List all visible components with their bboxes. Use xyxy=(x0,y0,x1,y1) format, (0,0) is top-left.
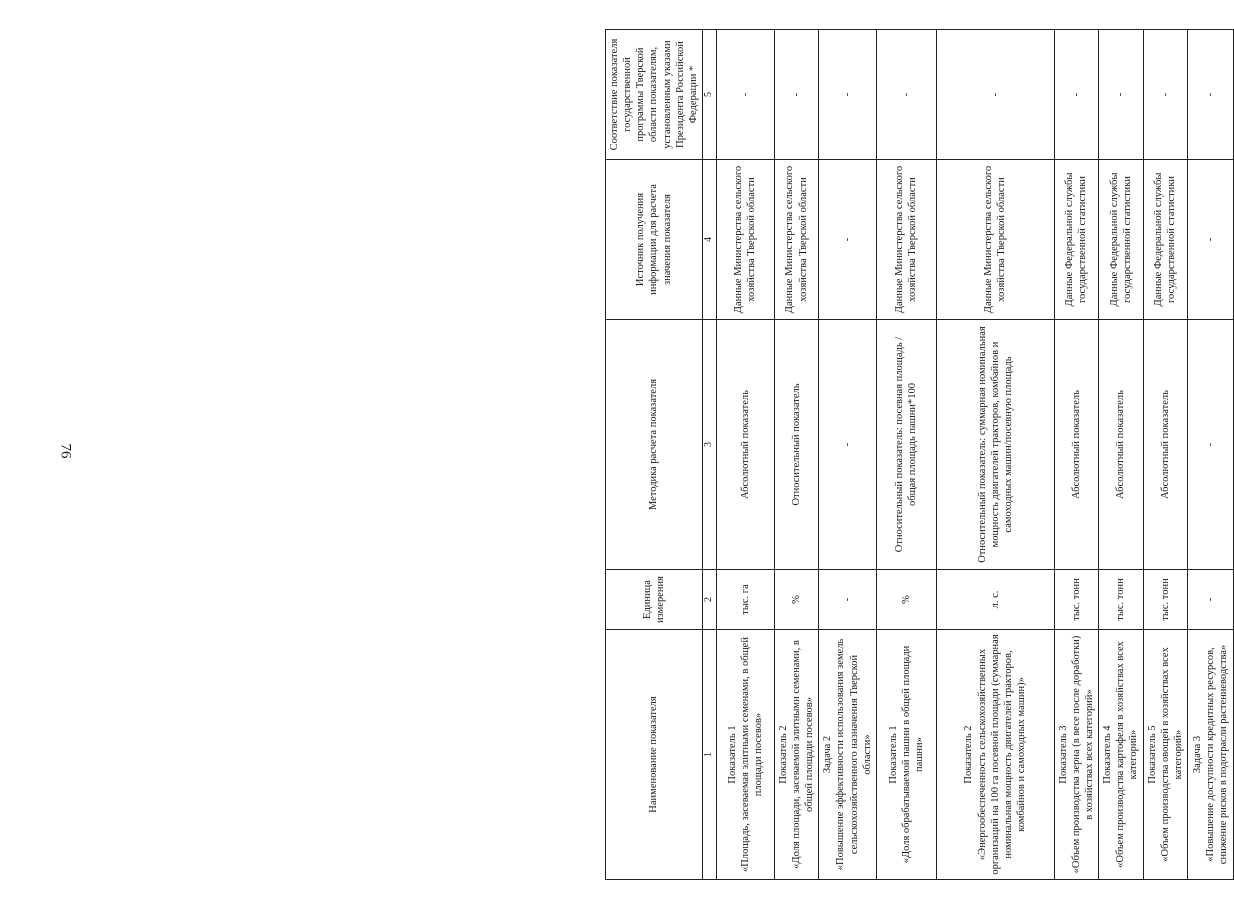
table-row xyxy=(1054,30,1098,880)
match-cell: - xyxy=(1054,30,1098,160)
table-row xyxy=(876,30,936,880)
column-number: 1 xyxy=(702,630,716,880)
unit-cell: тыс. тонн xyxy=(1054,570,1098,630)
indicator-label: Показатель 2 xyxy=(777,725,789,784)
source-cell: - xyxy=(819,160,877,320)
indicator-name-cell xyxy=(1143,630,1187,880)
column-number-row xyxy=(702,30,716,880)
indicator-name: «Доля площади, засеваемой элитными семенами, в общей площади посевов» xyxy=(791,640,816,869)
source-cell: Данные Федеральной службы государственной статистики xyxy=(1143,160,1187,320)
task-label: Задача 2 xyxy=(822,735,834,774)
source-cell: Данные Министерства сельского хозяйства Тверской области xyxy=(774,160,818,320)
unit-cell: - xyxy=(819,570,877,630)
unit-cell: тыс. тонн xyxy=(1143,570,1187,630)
task-label: Задача 3 xyxy=(1191,735,1203,774)
method-cell: Относительный показатель: посевная площадь / общая площадь пашни*100 xyxy=(876,320,936,570)
method-cell: - xyxy=(819,320,877,570)
unit-cell: л. с. xyxy=(936,570,1054,630)
indicator-name-cell xyxy=(1054,630,1098,880)
task-name: «Повышение доступности кредитных ресурсов, снижение рисков в подотрасли растениеводства» xyxy=(1204,644,1229,865)
indicator-label: Показатель 5 xyxy=(1146,725,1158,784)
indicator-name-cell xyxy=(774,630,818,880)
header-method: Методика расчета показателя xyxy=(606,320,703,570)
source-cell: Данные Министерства сельского хозяйства Тверской области xyxy=(716,160,774,320)
source-cell: Данные Министерства сельского хозяйства Тверской области xyxy=(876,160,936,320)
indicator-label: Показатель 1 xyxy=(887,725,899,784)
indicator-label: Показатель 3 xyxy=(1057,725,1069,784)
table-row xyxy=(1187,30,1233,880)
table-row xyxy=(1143,30,1187,880)
method-cell: Абсолютный показатель xyxy=(1143,320,1187,570)
indicator-name: «Объем производства зерна (в весе после доработки) в хозяйствах всех категорий» xyxy=(1070,635,1095,874)
method-cell: Относительный показатель: суммарная номинальная мощность двигателей тракторов, комбайнов и самоходных машин/посевную площадь xyxy=(936,320,1054,570)
method-cell: Абсолютный показатель xyxy=(716,320,774,570)
table-row xyxy=(819,30,877,880)
match-cell: - xyxy=(1143,30,1187,160)
match-cell: - xyxy=(716,30,774,160)
table-row xyxy=(716,30,774,880)
source-cell: Данные Министерства сельского хозяйства Тверской области xyxy=(936,160,1054,320)
table-row xyxy=(774,30,818,880)
page-number: 76 xyxy=(57,443,74,459)
table-row xyxy=(936,30,1054,880)
task-name-cell xyxy=(819,630,877,880)
indicator-name: «Площадь, засеваемая элитными семенами, в общей площади посевов» xyxy=(739,637,764,872)
indicator-name-cell xyxy=(1099,630,1143,880)
column-number: 2 xyxy=(702,570,716,630)
method-cell: Абсолютный показатель xyxy=(1054,320,1098,570)
table-row xyxy=(1099,30,1143,880)
indicator-name: «Объем производства овощей в хозяйствах всех категорий» xyxy=(1159,647,1184,862)
task-name-cell xyxy=(1187,630,1233,880)
match-cell: - xyxy=(1099,30,1143,160)
unit-cell: тыс. тонн xyxy=(1099,570,1143,630)
match-cell: - xyxy=(774,30,818,160)
column-number: 5 xyxy=(702,30,716,160)
header-unit: Единица измерения xyxy=(606,570,703,630)
indicators-table xyxy=(605,29,1234,880)
source-cell: Данные Федеральной службы государственной статистики xyxy=(1099,160,1143,320)
indicator-name: «Объем производства картофеля в хозяйствах всех категорий» xyxy=(1115,641,1140,868)
unit-cell: - xyxy=(1187,570,1233,630)
method-cell: Относительный показатель xyxy=(774,320,818,570)
match-cell: - xyxy=(1187,30,1233,160)
match-cell: - xyxy=(819,30,877,160)
match-cell: - xyxy=(876,30,936,160)
header-row xyxy=(606,30,703,880)
unit-cell: тыс. га xyxy=(716,570,774,630)
unit-cell: % xyxy=(876,570,936,630)
match-cell: - xyxy=(936,30,1054,160)
indicator-label: Показатель 4 xyxy=(1102,725,1114,784)
unit-cell: % xyxy=(774,570,818,630)
column-number: 3 xyxy=(702,320,716,570)
indicator-name-cell xyxy=(716,630,774,880)
header-name: Наименование показателя xyxy=(606,630,703,880)
indicator-name-cell xyxy=(876,630,936,880)
indicator-label: Показатель 1 xyxy=(726,725,738,784)
method-cell: - xyxy=(1187,320,1233,570)
column-number: 4 xyxy=(702,160,716,320)
task-name: «Повышение эффективности использования земель сельскохозяйственного назначения Тверской области» xyxy=(835,638,873,871)
rotated-table-container xyxy=(605,30,1229,880)
header-match: Соответствие показателя государственной программы Тверской области показателям, установленным указами Президента Российской Федерации * xyxy=(606,30,703,160)
source-cell: - xyxy=(1187,160,1233,320)
indicator-name: «Доля обрабатываемой пашни в общей площади пашни» xyxy=(900,645,925,864)
source-cell: Данные Федеральной службы государственной статистики xyxy=(1054,160,1098,320)
indicator-name: «Энергообеспеченность сельскохозяйственных организаций на 100 га посевной площади (суммарная номинальная мощность двигателей тракторов, комбайнов и самоходных машин)» xyxy=(976,634,1027,875)
header-source: Источник получения информации для расчета значения показателя xyxy=(606,160,703,320)
method-cell: Абсолютный показатель xyxy=(1099,320,1143,570)
indicator-label: Показатель 2 xyxy=(963,725,975,784)
indicator-name-cell xyxy=(936,630,1054,880)
